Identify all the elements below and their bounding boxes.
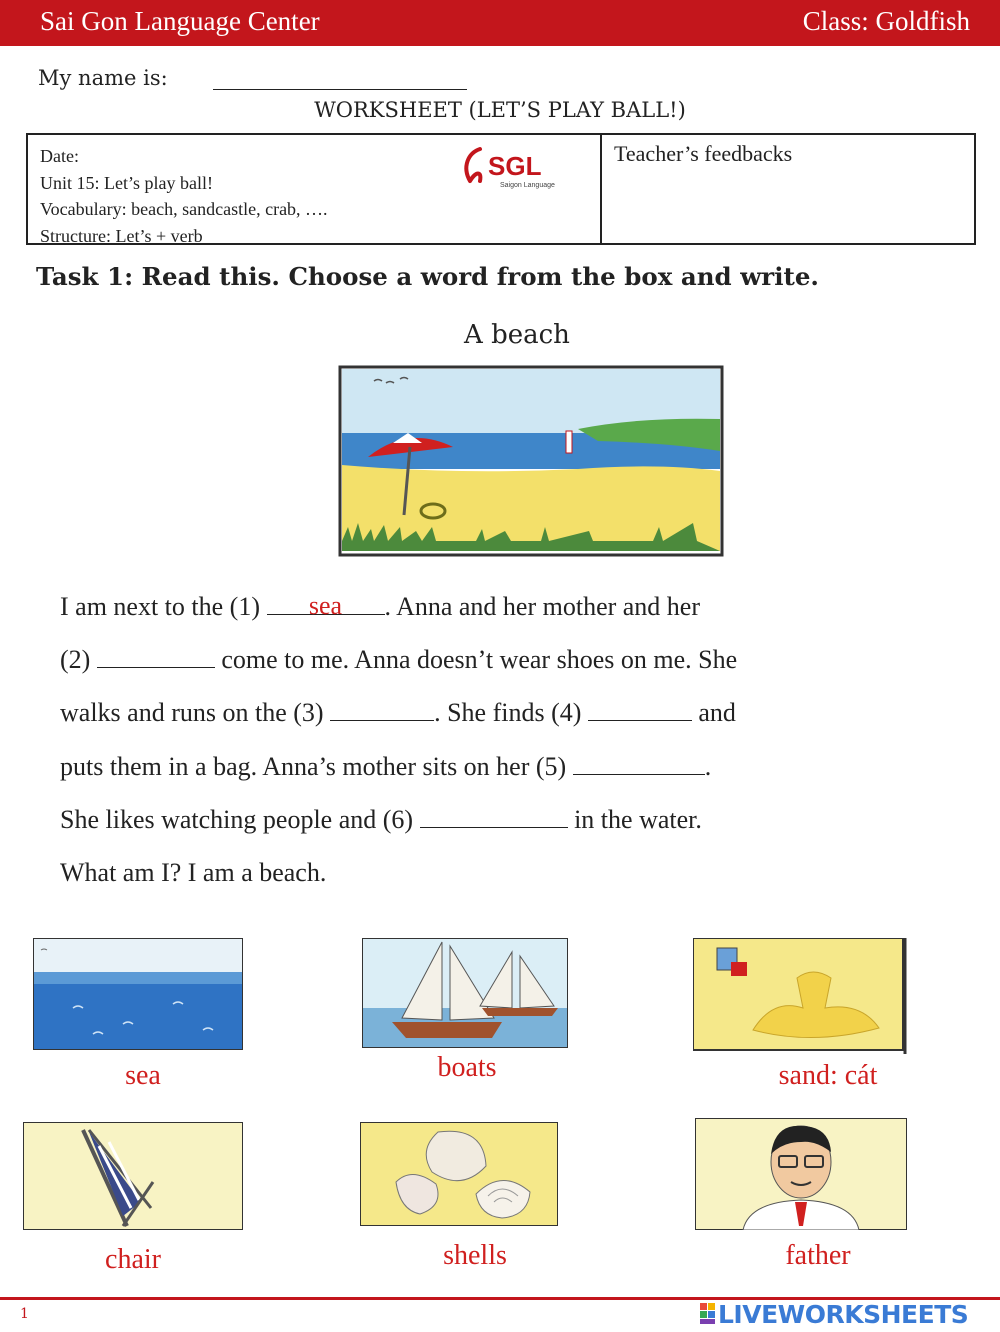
passage-text: . She finds (4): [434, 698, 588, 728]
worksheet-title: WORKSHEET (LET’S PLAY BALL!): [314, 98, 686, 122]
shells-picture: [360, 1122, 558, 1226]
blank-6[interactable]: [420, 806, 568, 828]
blank-2[interactable]: [97, 646, 215, 668]
word-father: father: [785, 1240, 851, 1271]
name-input-line[interactable]: [213, 89, 467, 90]
father-picture: [695, 1118, 907, 1230]
passage-text: come to me. Anna doesn’t wear shoes on me. She: [214, 645, 738, 675]
task1-instruction: Task 1: Read this. Choose a word from the box and write.: [36, 262, 819, 291]
passage-line-3: [60, 686, 970, 739]
passage-line-4: [60, 740, 970, 793]
blank-3[interactable]: [330, 699, 434, 721]
passage-text: She likes watching people and (6): [60, 804, 420, 834]
word-boats: boats: [437, 1052, 497, 1083]
passage-text: .: [704, 751, 712, 781]
passage-line-5: [60, 793, 970, 846]
passage-text: in the water.: [567, 804, 702, 834]
center-name: Sai Gon Language Center: [40, 6, 320, 36]
word-shells: shells: [443, 1240, 507, 1271]
blank-1[interactable]: [267, 591, 385, 620]
answer-1: sea: [308, 591, 343, 620]
passage-text: and: [691, 698, 736, 728]
word-chair: chair: [105, 1244, 161, 1275]
blank-4[interactable]: [588, 699, 692, 721]
passage-text: I am next to the (1): [60, 592, 267, 621]
passage-text: . Anna and her mother and her: [384, 592, 701, 621]
chair-picture: [23, 1122, 243, 1230]
passage-text: (2): [60, 645, 97, 675]
reading-title: A beach: [464, 320, 570, 350]
class-label: Class: Goldfish: [802, 6, 970, 36]
boats-picture: [362, 938, 568, 1048]
passage-text: walks and runs on the (3): [60, 698, 331, 728]
teacher-feedback: Teacher’s feedbacks: [614, 141, 793, 166]
reading-passage: [60, 580, 970, 899]
vocabulary-label: Vocabulary: beach, sandcastle, crab, ….: [40, 199, 328, 219]
date-label: Date:: [40, 146, 79, 166]
info-block: [40, 143, 328, 249]
table-divider: [600, 135, 602, 243]
header-bar: [0, 0, 1000, 46]
logo-sub: Saigon Language: [500, 182, 555, 189]
structure-label: Structure: Let’s + verb: [40, 225, 203, 246]
sgl-logo: [458, 141, 558, 195]
passage-text: puts them in a bag. Anna’s mother sits on her (5): [60, 751, 573, 781]
info-table: [26, 133, 976, 245]
page-number: 1: [20, 1306, 29, 1322]
blank-5[interactable]: [573, 753, 705, 775]
sand-picture: [693, 938, 907, 1054]
sea-picture: [33, 938, 243, 1050]
unit-label: Unit 15: Let’s play ball!: [40, 172, 213, 193]
liveworksheets-brand: LIVEWORKSHEETS: [718, 1300, 969, 1329]
liveworksheets-icon: [700, 1303, 716, 1325]
word-sea: sea: [125, 1060, 161, 1091]
beach-illustration: [338, 365, 724, 557]
word-sand: sand: cát: [778, 1060, 878, 1091]
passage-line-6: What am I? I am a beach.: [60, 857, 327, 887]
name-prompt: My name is:: [38, 66, 168, 90]
passage-line-1: [60, 580, 970, 633]
logo-text: SGL: [488, 151, 542, 181]
passage-line-2: [60, 633, 970, 686]
